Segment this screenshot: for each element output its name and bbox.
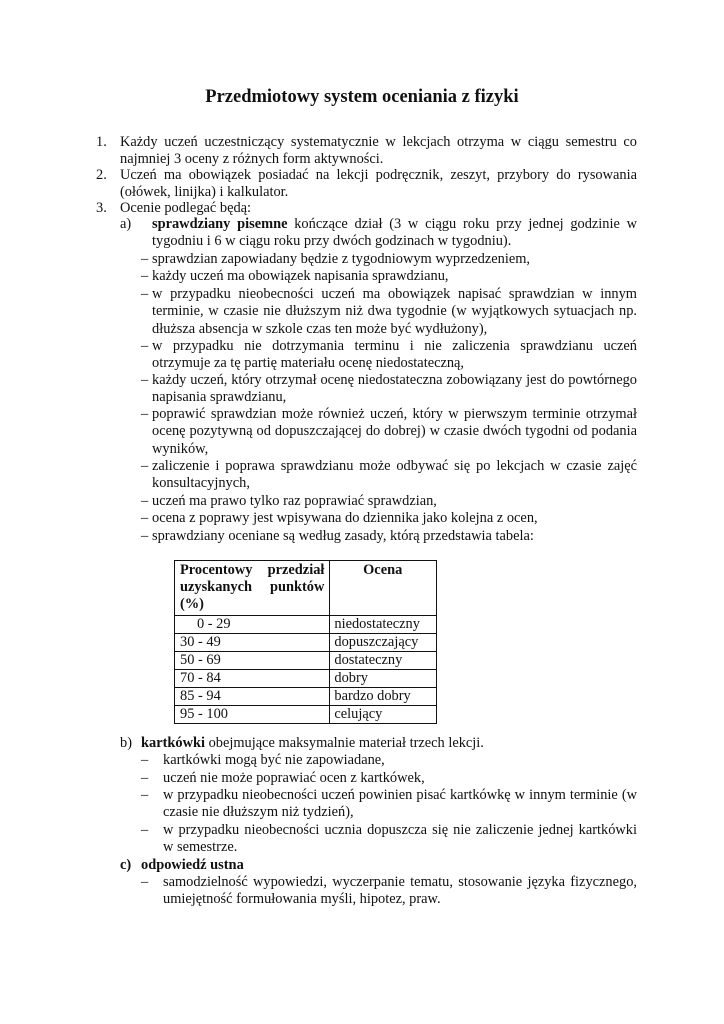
bullet-text: kartkówki mogą być nie zapowiadane, [163,752,385,768]
bullet-text: w przypadku nie dotrzymania terminu i nie zaliczenia sprawdzianu uczeń otrzymuje za tę partię materiału ocenę niedostateczną, [152,338,637,372]
bullet-text: każdy uczeń, który otrzymał ocenę niedostateczna zobowiązany jest do powtórnego napisania sprawdzianu, [152,372,637,406]
section-label: c) [120,857,132,873]
item-text: Ocenie podlegać będą: [120,200,252,216]
grading-table [174,560,437,724]
section-c-intro [141,857,637,874]
table-row [175,688,437,706]
section-b-text: obejmujące maksymalnie materiał trzech lekcji. [204,735,484,751]
dash-marker: – [141,268,149,284]
range-cell: 70 - 84 [175,670,330,688]
grade-cell: dobry [330,670,437,688]
bullet-text: w przypadku nieobecności ucznia dopuszcza się nie zaliczenie jednej kartkówki w semestrze. [163,822,637,856]
dash-marker: – [141,528,149,544]
section-a-text: kończące dział (3 w ciągu roku przy jednej godzinie w tygodniu i 6 w ciągu roku przy dwóch godzinach w tygodniu). [152,216,638,250]
bullet-text: w przypadku nieobecności uczeń powinien pisać kartkówkę w innym terminie (w czasie nie dłuższym niż tydzień), [163,787,637,821]
grade-cell: celujący [330,706,437,724]
grade-cell: niedostateczny [330,616,437,634]
range-cell: 50 - 69 [175,652,330,670]
section-a-intro [152,216,637,251]
header-cell-percent: Procentowy przedział uzyskanych punktów (%) [175,561,330,616]
bullet-text: sprawdziany oceniane są według zasady, którą przedstawia tabela: [152,528,534,544]
grade-cell: dostateczny [330,652,437,670]
item-number: 1. [96,134,107,150]
item-number: 3. [96,200,107,216]
grade-cell: bardzo dobry [330,688,437,706]
dash-marker: – [141,822,149,838]
dash-marker: – [141,338,149,354]
range-cell: 30 - 49 [175,634,330,652]
bullet-text: samodzielność wypowiedzi, wyczerpanie tematu, stosowanie języka fizycznego, umiejętność formułowania myśli, hipotez, praw. [163,874,637,908]
dash-marker: – [141,752,149,768]
table-row [175,706,437,724]
bullet-text: uczeń ma prawo tylko raz poprawiać sprawdzian, [152,493,437,509]
bullet-text: w przypadku nieobecności uczeń ma obowiązek napisać sprawdzian w innym terminie, w czasie nie dłuższym niż dwa tygodnie (w wyjątkowych sytuacjach np. dłuższa absencja w szkole czas ten może być wydłużony), [152,286,637,337]
bullet-text: sprawdzian zapowiadany będzie z tygodniowym wyprzedzeniem, [152,251,531,267]
dash-marker: – [141,458,149,474]
range-cell: 95 - 100 [175,706,330,724]
dash-marker: – [141,372,149,388]
dash-marker: – [141,770,149,786]
dash-marker: – [141,510,149,526]
section-label: a) [120,216,132,232]
table-row [175,652,437,670]
bullet-text: każdy uczeń ma obowiązek napisania sprawdzianu, [152,268,449,284]
table-header-row [175,561,437,616]
item-number: 2. [96,167,107,183]
section-b-intro [141,735,637,752]
grade-cell: dopuszczający [330,634,437,652]
dash-marker: – [141,874,149,890]
dash-marker: – [141,251,149,267]
item-text: Uczeń ma obowiązek posiadać na lekcji podręcznik, zeszyt, przybory do rysowania (ołówek, linijka) i kalkulator. [120,167,637,201]
section-c-heading: odpowiedź ustna [141,857,244,873]
document-title: Przedmiotowy system oceniania z fizyki [205,87,519,107]
table-row [175,634,437,652]
range-cell: 85 - 94 [175,688,330,706]
dash-marker: – [141,286,149,302]
item-text: Każdy uczeń uczestniczący systematycznie w lekcjach otrzyma w ciągu semestru co najmniej 3 oceny z różnych form aktywności. [120,134,637,168]
bullet-text: poprawić sprawdzian może również uczeń, który w pierwszym terminie otrzymał ocenę pozytywną od dopuszczającej do dobrej) w czasie dwóch tygodni od podania wyników, [152,406,637,457]
section-a-heading: sprawdziany pisemne [152,216,288,232]
bullet-text: uczeń nie może poprawiać ocen z kartkówek, [163,770,425,786]
bullet-text: zaliczenie i poprawa sprawdzianu może odbywać się po lekcjach w czasie zajęć konsultacyjnych, [152,458,637,492]
section-b-heading: kartkówki [141,735,205,751]
table-row [175,616,437,634]
dash-marker: – [141,406,149,422]
dash-marker: – [141,493,149,509]
header-cell-grade: Ocena [330,561,437,616]
dash-marker: – [141,787,149,803]
section-label: b) [120,735,132,751]
range-cell: 0 - 29 [175,616,330,634]
bullet-text: ocena z poprawy jest wpisywana do dziennika jako kolejna z ocen, [152,510,538,526]
table-row [175,670,437,688]
